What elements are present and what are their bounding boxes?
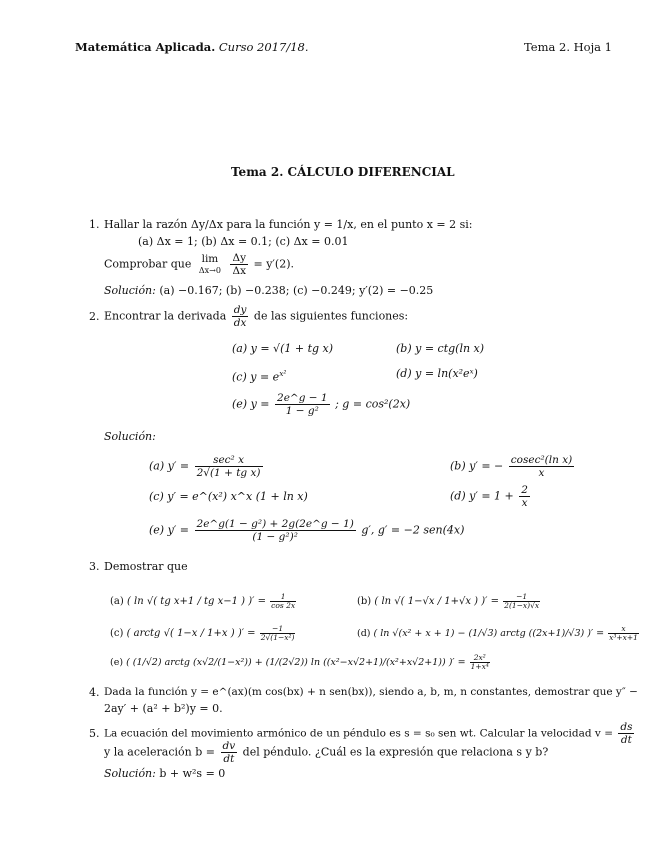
problem-4-number: 4.	[89, 686, 100, 699]
problem-3-a: (a) ( ln √( tg x+1 / tg x−1 ) )′ = $\frac{1}{\cos 2x}$	[110, 592, 296, 610]
problem-5-line1: La ecuación del movimiento armónico de un péndulo es s = s₀ sen wt. Calcular la velocidad v = $\frac{ds}{dt}$	[104, 721, 633, 746]
problem-3-number: 3.	[89, 560, 100, 573]
course-name: Matemática Aplicada.	[75, 40, 216, 54]
problem-2-c: (c) $y = e^{x^2}$	[232, 369, 287, 384]
check-rhs: = y′(2).	[253, 257, 295, 271]
problem-2-number: 2.	[89, 310, 100, 323]
problem-2-a: (a) y = √(1 + tg x)	[232, 342, 334, 355]
problem-3-d: (d) ( ln √(x² + x + 1) − (1/√3) arctg ((2x+1)/√3) )′ = $\frac{x}{\text{x³+x+1}}$	[357, 624, 638, 642]
problem-5-solution: Solución: b + w²s = 0	[104, 767, 226, 780]
problem-5-number: 5.	[89, 727, 100, 740]
ratio-fraction: $\frac{\Delta y}{\Delta x}$	[232, 252, 246, 277]
problem-2-statement: Encontrar la derivada $\frac{dy}{dx}$ de las siguientes funciones:	[104, 304, 409, 329]
page-title: Tema 2. CÁLCULO DIFERENCIAL	[231, 165, 455, 179]
course-year: Curso 2017/18.	[218, 40, 309, 54]
problem-3-e: (e) ( (1/√2) arctg (x√2/(1−x²)) + (1/(2√2)) ln ((x²−x√2+1)/(x²+x√2+1)) )′ = $\frac{\text{2x²}}{\text{1+x⁴}}$	[110, 653, 489, 671]
header-course	[75, 41, 309, 54]
problem-2-sol-b: (b) y′ = − $\frac{\text{cosec²(ln x)}}{x}$	[450, 454, 573, 479]
problem-2-d: (d) y = ln(x²eˣ)	[396, 367, 478, 380]
problem-3-c: (c) ( arctg √( 1−x / 1+x ) )′ = $\frac{-1}{\text{2√(1−x²)}}$	[110, 624, 295, 642]
problem-2-sol-e: (e) y′ = $\frac{\text{2e\textasciicircum{}g(1 − g²) + 2g(2e\textasciicircum{}g − 1)}}{\text{(1 − g²)²}}$ g′, g′ = −2 sen(4x)	[149, 518, 465, 543]
problem-2-sol-d: (d) y′ = 1 + $\frac{2}{x}$	[450, 484, 528, 509]
problem-2-b: (b) y = ctg(ln x)	[396, 342, 485, 355]
problem-4-line1: Dada la función y = e^(ax)(m cos(bx) + n sen(bx)), siendo a, b, m, n constantes, demostrar que y″ −	[104, 686, 638, 698]
problem-1-solution: Solución: (a) −0.167; (b) −0.238; (c) −0.249; y′(2) = −0.25	[104, 284, 434, 297]
problem-5-line2: y la aceleración b = $\frac{dv}{dt}$ del péndulo. ¿Cuál es la expresión que relaciona s y b?	[104, 740, 549, 765]
problem-1-parts: (a) Δx = 1; (b) Δx = 0.1; (c) Δx = 0.01	[138, 235, 349, 248]
problem-4-line2: 2ay′ + (a² + b²)y = 0.	[104, 702, 223, 715]
problem-1-check	[104, 252, 294, 277]
problem-2-sol-a: (a) y′ = $\frac{\text{sec² x}}{\text{2√(1 + tg x)}}$	[149, 454, 261, 479]
limit: lim Δx→0	[198, 252, 221, 275]
problem-3-b: (b) ( ln √( 1−√x / 1+√x ) )′ = $\frac{-1}{2(1-x)√x}$	[357, 592, 540, 610]
problem-1-statement: Hallar la razón Δy/Δx para la función y = 1/x, en el punto x = 2 si:	[104, 218, 473, 231]
problem-2-e: (e) y = $\frac{2e\^{}g - 1}{\text{1 − g²}}$ ; g = cos²(2x)	[232, 392, 411, 417]
problem-3-statement: Demostrar que	[104, 560, 188, 573]
problem-2-solution-label: Solución:	[104, 430, 156, 443]
derivative-fraction: $\frac{dy}{dx}$	[233, 304, 247, 329]
problem-1-number: 1.	[89, 218, 100, 231]
sheet-label: Tema 2. Hoja 1	[524, 40, 612, 54]
problem-2-sol-c: (c) y′ = e^(x²) x^x (1 + ln x)	[149, 490, 308, 503]
check-prefix: Comprobar que	[104, 257, 192, 271]
